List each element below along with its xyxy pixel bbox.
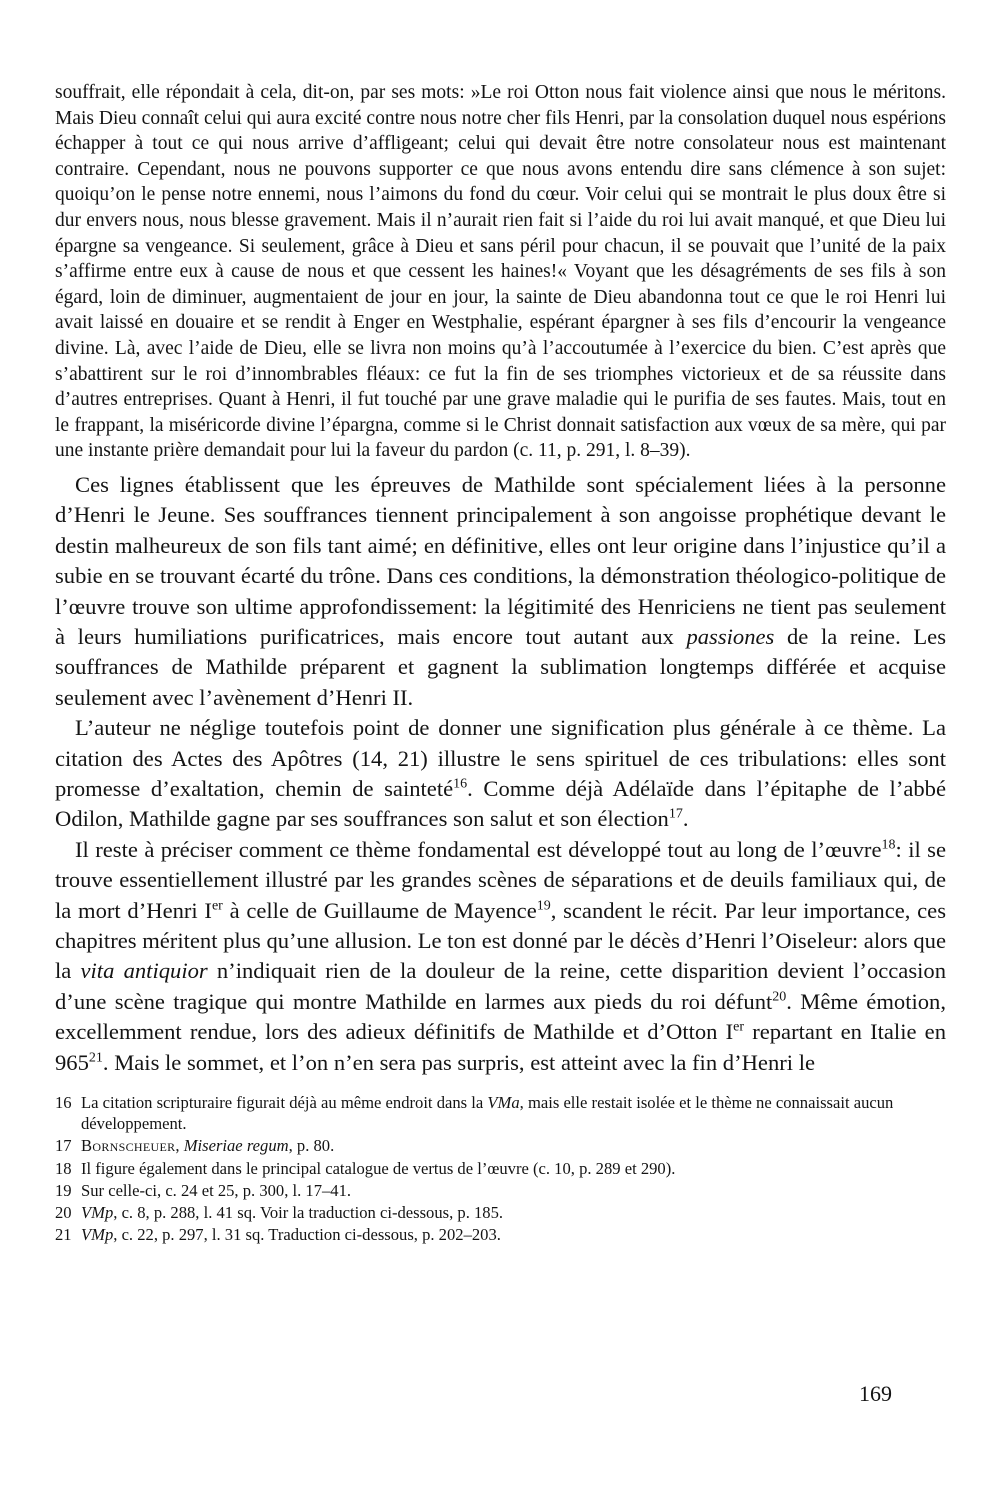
footnote-number: 20 (55, 1203, 72, 1223)
footnote-16 (55, 1092, 946, 1134)
footnote-text: VMp, c. 8, p. 288, l. 41 sq. Voir la traduction ci-dessous, p. 185. (81, 1203, 504, 1223)
body-paragraph-1: Ces lignes établissent que les épreuves de Mathilde sont spécialement liées à la personne d’Henri le Jeune. Ses souffrances tiennent principalement à son angoisse prophétique devant le destin malheureux de son fils tant aimé; en définitive, elles ont leur origine dans l’injustice qu’il a subie en se trouvant écarté du trône. Dans ces conditions, la démonstration théologico-politique de l’œuvre trouve son ultime approfondissement: la légitimité des Henriciens ne tient pas seulement à leurs humiliations purificatrices, mais encore tout autant aux passiones de la reine. Les souffrances de Mathilde préparent et gagnent la sublimation longtemps différée et acquise seulement avec l’avènement d’Henri II. (55, 471, 946, 710)
ordinal-superscript: er (733, 1019, 745, 1035)
italic-term: vita antiquior (80, 958, 208, 984)
footnote-number: 16 (55, 1093, 72, 1113)
body-paragraph-3: Il reste à préciser comment ce thème fondamental est développé tout au long de l’œuvre$^{18}$: il se trouve essentiellement illustré par les grandes scènes de séparations et de deuils familiaux qui, de la mort d’Henri Ier à celle de Guillaume de Mayence$^{19}$, scandent le récit. Par leur importance, ces chapitres méritent plus qu’une allusion. Le ton est donné par le décès d’Henri l’Oiseleur: alors que la vita antiquior n’indiquait rien de la douleur de la reine, cette disparition devient l’occasion d’une scène tragique qui montre Mathilde en larmes aux pieds du roi défunt$^{20}$. Même émotion, excellemment rendue, lors des adieux définitifs de Mathilde et d’Otton Ier repartant en Italie en $965^{21}$. Mais le sommet, et l’on n’en sera pas surpris, est atteint avec la fin d’Henri le (55, 836, 947, 1075)
footnotes (55, 1092, 946, 1245)
body-paragraph-2: L’auteur ne néglige toutefois point de donner une signification plus générale à ce thème. La citation des Actes des Apôtres (14, 21) illustre le sens spirituel de ces tribulations: elles sont promesse d’exaltation, chemin de sainteté$^{16}$. Comme déjà Adélaïde dans l’épitaphe de l’abbé Odilon, Mathilde gagne par ses souffrances son salut et son élection$^{17}$. (55, 715, 946, 832)
page-content (55, 80, 946, 1246)
footnote-ref-21[interactable]: 21 (88, 1050, 103, 1066)
main-text (55, 470, 946, 1078)
quoted-translation (55, 80, 946, 464)
footnote-ref-20[interactable]: 20 (772, 989, 787, 1005)
footnote-ref-17[interactable]: 17 (668, 806, 683, 822)
footnote-ref-16[interactable]: 16 (453, 776, 468, 792)
footnote-text: Il figure également dans le principal catalogue de vertus de l’œuvre (c. 10, p. 289 et 290). (81, 1158, 676, 1178)
footnote-number: 21 (55, 1225, 72, 1245)
footnote-20 (55, 1202, 946, 1223)
italic-term: passiones (686, 623, 775, 649)
author-name: Bornscheuer (81, 1136, 176, 1156)
quote-paragraph: souffrait, elle répondait à cela, dit-on, par ses mots: »Le roi Otton nous fait violence ainsi que nous le méritons. Mais Dieu connaît celui qui aura excité contre nous notre cher fils Henri, par la consolation duquel nous espérions échapper à tout ce qui nous arrive d’affligeant; celui qui devait être notre consolateur nous est maintenant contraire. Cependant, nous ne pouvons supporter ce que nous avons entendu dire sans clémence à son sujet: quoiqu’on le pense notre ennemi, nous l’aimons du fond du cœur. Voir celui qui se montrait le plus doux être si dur envers nous, nous blesse gravement. Mais il n’aurait rien fait si l’aide du roi lui avait manqué, et que Dieu lui épargne sa vengeance. Si seulement, grâce à Dieu et sans péril pour chacun, il se pouvait que l’unité de la paix s’affirme entre eux à cause de nous et que cessent les haines!« Voyant que les désagréments de ses fils à son égard, loin de diminuer, augmentaient de jour en jour, la sainte de Dieu abandonna tout ce que le roi Henri lui avait laissé en douaire et se rendit à Enger en Westphalie, espérant épargner à ses fils d’encourir la vengeance divine. Là, avec l’aide de Dieu, elle se livra non moins qu’à l’accoutumée à l’exercice du bien. C’est après que s’abattirent sur le roi d’innombrables fléaux: ce fut la fin de ses triomphes victorieux et de sa réussite dans d’autres entreprises. Quant à Henri, il fut touché par une grave maladie qui le purifia de ses fautes. Mais, tout en le frappant, la miséricorde divine l’épargna, comme si le Christ donnait satisfaction aux vœux de sa mère, qui par une instante prière demandait pour lui la faveur du pardon (c. 11, p. 291, l. 8–39). (55, 82, 946, 462)
footnote-ref-18[interactable]: 18 (881, 837, 896, 853)
footnote-19 (55, 1180, 946, 1201)
footnote-number: 18 (55, 1158, 72, 1178)
footnote-18 (55, 1158, 946, 1179)
footnote-ref-19[interactable]: 19 (536, 898, 551, 914)
page-number: 169 (859, 1381, 892, 1406)
footnote-text: Sur celle-ci, c. 24 et 25, p. 300, l. 17–41. (81, 1180, 352, 1200)
footnote-text: La citation scripturaire figurait déjà au même endroit dans la VMa, mais elle restait isolée et le thème ne connaissait aucun développement. (81, 1093, 894, 1134)
footnote-17 (55, 1135, 946, 1156)
footnote-21 (55, 1224, 946, 1245)
footnote-text: Bornscheuer, Miseriae regum, p. 80. (81, 1136, 335, 1156)
footnote-text: VMp, c. 22, p. 297, l. 31 sq. Traduction ci-dessous, p. 202–203. (81, 1225, 501, 1245)
footnote-number: 17 (55, 1136, 72, 1156)
footnote-number: 19 (55, 1180, 72, 1200)
ordinal-superscript: er (211, 898, 223, 914)
